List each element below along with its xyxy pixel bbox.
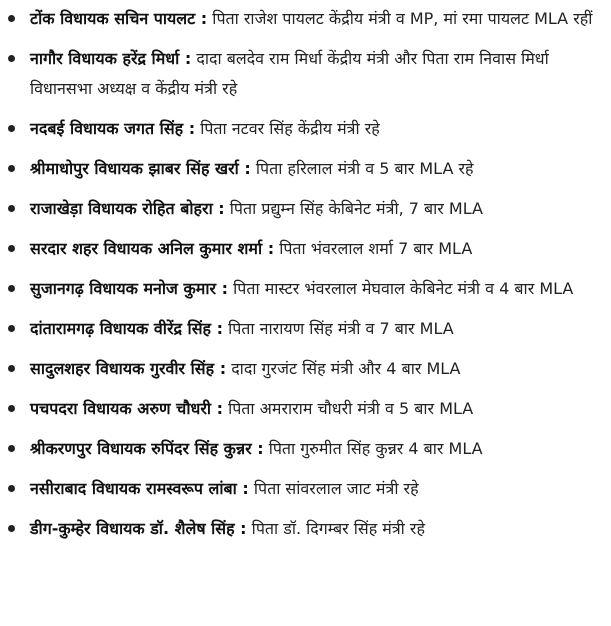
item-title: सुजानगढ़ विधायक मनोज कुमार :: [30, 279, 229, 298]
list-item: [0, 314, 611, 344]
bullet-icon: [8, 165, 15, 172]
bullet-icon: [8, 525, 15, 532]
item-detail: पिता राजेश पायलट केंद्रीय मंत्री व MP, मां रमा पायलट MLA रहीं: [212, 9, 593, 28]
list-item: [0, 514, 611, 544]
list-item: [0, 474, 611, 504]
item-title: टोंक विधायक सचिन पायलट :: [30, 9, 208, 28]
bullet-icon: [8, 365, 15, 372]
bullet-icon: [8, 245, 15, 252]
bullet-icon: [8, 15, 15, 22]
bullet-icon: [8, 485, 15, 492]
bullet-icon: [8, 285, 15, 292]
list-item: [0, 394, 611, 424]
item-title: पचपदरा विधायक अरुण चौधरी :: [30, 399, 223, 418]
list-item: [0, 234, 611, 264]
item-detail: पिता अमराराम चौधरी मंत्री व 5 बार MLA: [228, 399, 474, 418]
list-item: [0, 274, 611, 304]
item-detail: दादा बलदेव राम मिर्धा केंद्रीय मंत्री और पिता राम निवास मिर्धा विधानसभा अध्यक्ष व केंद्रीय मंत्री रहे: [30, 49, 549, 98]
list-item: [0, 194, 611, 224]
bullet-icon: [8, 325, 15, 332]
item-detail: पिता गुरुमीत सिंह कुन्नर 4 बार MLA: [268, 439, 483, 458]
item-detail: पिता मास्टर भंवरलाल मेघवाल केबिनेट मंत्री व 4 बार MLA: [233, 279, 574, 298]
item-title: दांतारामगढ़ विधायक वीरेंद्र सिंह :: [30, 319, 223, 338]
list-item: [0, 354, 611, 384]
list-item: [0, 154, 611, 184]
item-detail: पिता डॉ. दिगम्बर सिंह मंत्री रहे: [251, 519, 425, 538]
item-title: श्रीकरणपुर विधायक रुपिंदर सिंह कुन्नर :: [30, 439, 264, 458]
list-item: [0, 4, 611, 34]
item-detail: दादा गुरजंट सिंह मंत्री और 4 बार MLA: [231, 359, 461, 378]
item-detail: पिता नारायण सिंह मंत्री व 7 बार MLA: [228, 319, 454, 338]
item-detail: पिता हरिलाल मंत्री व 5 बार MLA रहे: [255, 159, 474, 178]
item-title: डीग-कुम्हेर विधायक डॉ. शैलेष सिंह :: [30, 519, 247, 538]
item-detail: पिता प्रद्युम्न सिंह केबिनेट मंत्री, 7 बार MLA: [229, 199, 483, 218]
bullet-icon: [8, 125, 15, 132]
list-item: [0, 114, 611, 144]
item-detail: पिता भंवरलाल शर्मा 7 बार MLA: [279, 239, 473, 258]
bullet-icon: [8, 405, 15, 412]
item-detail: पिता सांवरलाल जाट मंत्री रहे: [253, 479, 419, 498]
item-title: श्रीमाधोपुर विधायक झाबर सिंह खर्रा :: [30, 159, 251, 178]
bullet-icon: [8, 55, 15, 62]
list-item: [0, 434, 611, 464]
item-title: सरदार शहर विधायक अनिल कुमार शर्मा :: [30, 239, 275, 258]
item-title: नदबई विधायक जगत सिंह :: [30, 119, 196, 138]
bullet-icon: [8, 445, 15, 452]
item-detail: पिता नटवर सिंह केंद्रीय मंत्री रहे: [200, 119, 380, 138]
list-item: [0, 44, 611, 104]
item-title: नागौर विधायक हरेंद्र मिर्धा :: [30, 49, 192, 68]
item-title: राजाखेड़ा विधायक रोहित बोहरा :: [30, 199, 225, 218]
item-title: नसीराबाद विधायक रामस्वरूप लांबा :: [30, 479, 249, 498]
item-title: सादुलशहर विधायक गुरवीर सिंह :: [30, 359, 227, 378]
bullet-icon: [8, 205, 15, 212]
